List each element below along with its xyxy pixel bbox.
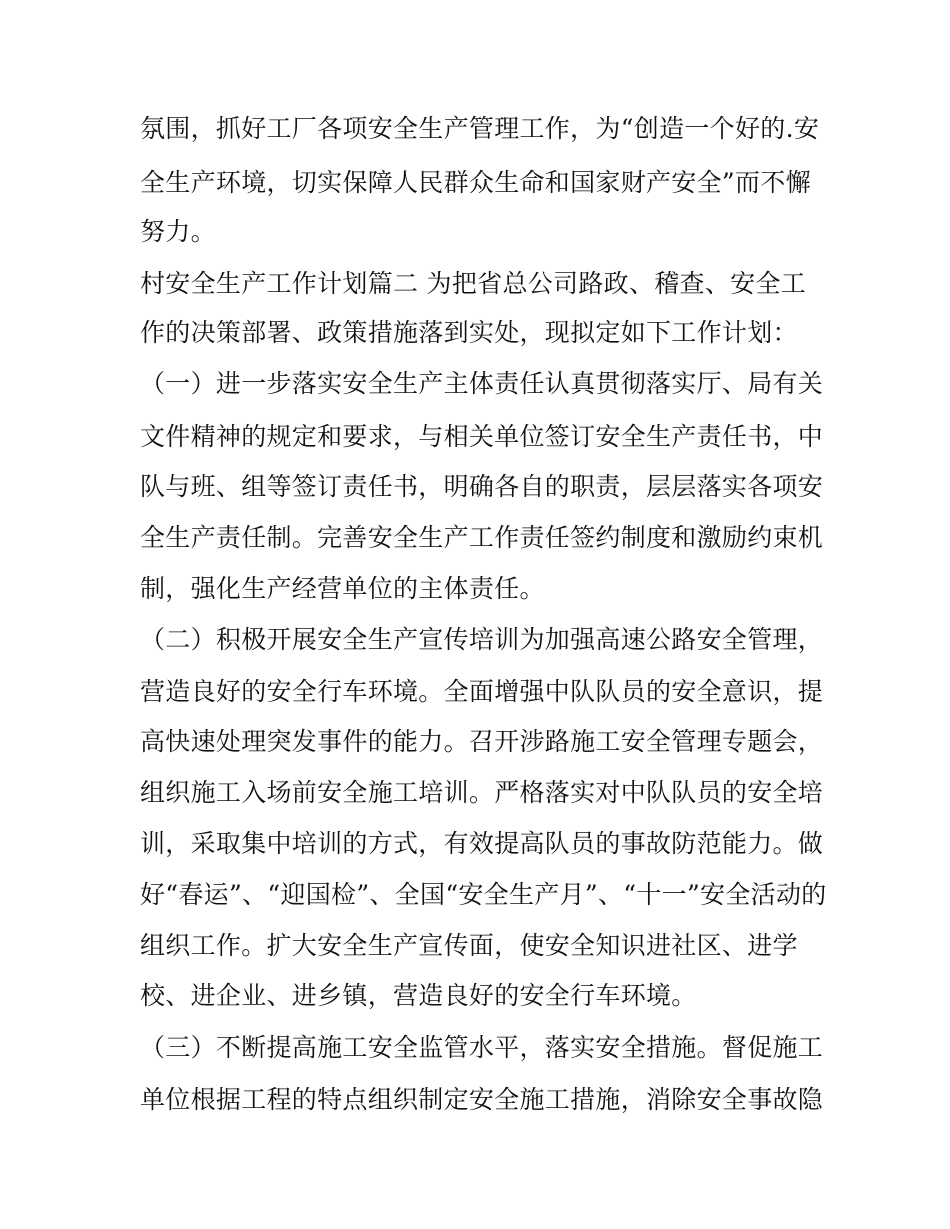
text-line: 组织工作。扩大安全生产宣传面，使安全知识进社区、进学 xyxy=(140,931,798,960)
text-line: 全生产责任制。完善安全生产工作责任签约制度和激励约束机 xyxy=(140,523,824,552)
text-line: 全生产环境，切实保障人民群众生命和国家财产安全”而不懈 xyxy=(140,168,811,197)
text-line: 作的决策部署、政策措施落到实处，现拟定如下工作计划： xyxy=(140,318,798,347)
text-line: 高快速处理突发事件的能力。召开涉路施工安全管理专题会， xyxy=(140,727,824,756)
text-line: 训，采取集中培训的方式，有效提高队员的事故防范能力。做 xyxy=(140,829,824,858)
text-line: 校、进企业、进乡镇，营造良好的安全行车环境。 xyxy=(140,981,697,1010)
text-line: 队与班、组等签订责任书，明确各自的职责，层层落实各项安 xyxy=(140,472,824,501)
text-line: 努力。 xyxy=(140,217,216,246)
text-line: 制，强化生产经营单位的主体责任。 xyxy=(140,574,545,603)
text-line: 好“春运”、“迎国检”、全国“安全生产月”、“十一”安全活动的 xyxy=(140,880,827,909)
text-line: （一）进一步落实安全生产主体责任认真贯彻落实厅、局有关 xyxy=(140,369,824,398)
text-line: 组织施工入场前安全施工培训。严格落实对中队队员的安全培 xyxy=(140,778,824,807)
text-line: 单位根据工程的特点组织制定安全施工措施，消除安全事故隐 xyxy=(140,1085,824,1114)
text-line: 文件精神的规定和要求，与相关单位签订安全生产责任书，中 xyxy=(140,422,824,451)
text-line: 营造良好的安全行车环境。全面增强中队队员的安全意识，提 xyxy=(140,677,824,706)
text-line: （二）积极开展安全生产宣传培训为加强高速公路安全管理， xyxy=(140,625,824,654)
text-line: （三）不断提高施工安全监管水平，落实安全措施。督促施工 xyxy=(140,1033,824,1062)
text-line: 氛围，抓好工厂各项安全生产管理工作，为“创造一个好的.安 xyxy=(140,114,820,143)
text-line: 村安全生产工作计划篇二 为把省总公司路政、稽查、安全工 xyxy=(140,269,807,298)
